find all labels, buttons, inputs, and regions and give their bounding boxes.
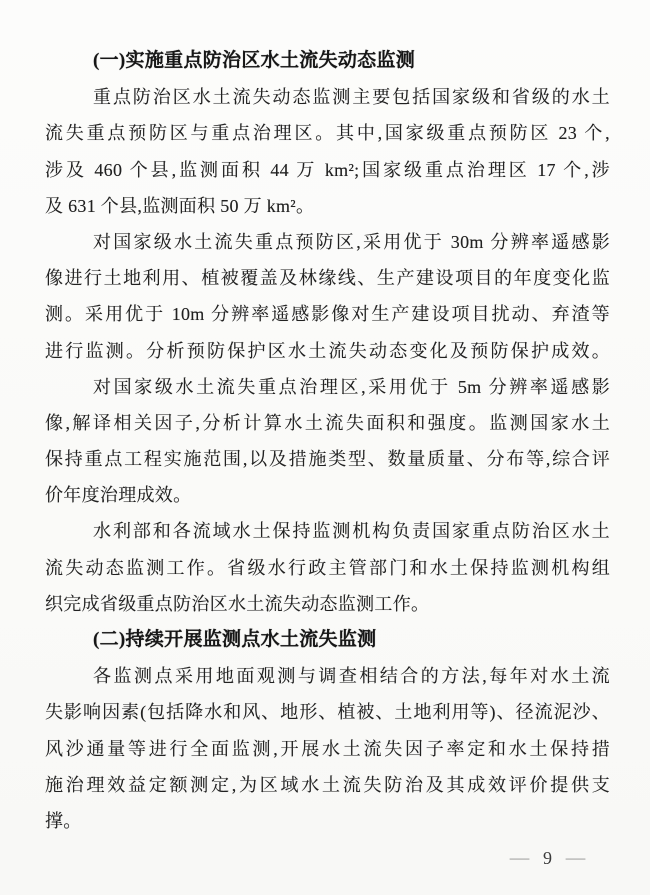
paragraph-line: 失影响因素(包括降水和风、地形、植被、土地利用等)、径流泥沙、 [45,702,610,723]
paragraph-line: 对国家级水土流失重点治理区,采用优于 5m 分辨率遥感影 [93,376,610,397]
paragraph-line: 像进行土地利用、植被覆盖及林缘线、生产建设项目的年度变化监 [45,268,610,289]
paragraph-line: 水利部和各流域水土保持监测机构负责国家重点防治区水土 [93,521,610,542]
paragraph-line: 施治理效益定额测定,为区域水土流失防治及其成效评价提供支 [45,774,610,795]
paragraph-line: 像,解译相关因子,分析计算水土流失面积和强度。监测国家水土 [45,412,610,433]
paragraph-line: 对国家级水土流失重点预防区,采用优于 30m 分辨率遥感影 [93,231,610,252]
paragraph-line: 流失动态监测工作。省级水行政主管部门和水土保持监测机构组 [45,557,610,578]
paragraph-line: 撑。 [45,810,82,831]
paragraph-line: 进行监测。分析预防保护区水土流失动态变化及预防保护成效。 [45,340,610,361]
footer-dash-right: — [565,848,586,867]
paragraph-line: 测。采用优于 10m 分辨率遥感影像对生产建设项目扰动、弃渣等 [45,304,610,325]
paragraph-line: 价年度治理成效。 [45,485,192,506]
section-heading-1: (一)实施重点防治区水土流失动态监测 [93,50,416,71]
paragraph-line: 风沙通量等进行全面监测,开展水土流失因子率定和水土保持措 [45,738,610,759]
section-heading-2: (二)持续开展监测点水土流失监测 [93,629,377,650]
paragraph-line: 流失重点预防区与重点治理区。其中,国家级重点预防区 23 个, [45,123,610,144]
paragraph-line: 织完成省级重点防治区水土流失动态监测工作。 [45,593,430,614]
paragraph-line: 涉及 460 个县,监测面积 44 万 km²;国家级重点治理区 17 个,涉 [45,159,610,180]
document-body [45,43,610,839]
paragraph-line: 重点防治区水土流失动态监测主要包括国家级和省级的水土 [93,87,610,108]
paragraph-line: 各监测点采用地面观测与调查相结合的方法,每年对水土流 [93,666,610,687]
paragraph-line: 保持重点工程实施范围,以及措施类型、数量质量、分布等,综合评 [45,449,610,470]
footer-dash-left: — [509,848,530,867]
page-number: 9 [543,848,552,868]
page-footer [511,846,584,870]
paragraph-line: 及 631 个县,监测面积 50 万 km²。 [45,195,315,216]
